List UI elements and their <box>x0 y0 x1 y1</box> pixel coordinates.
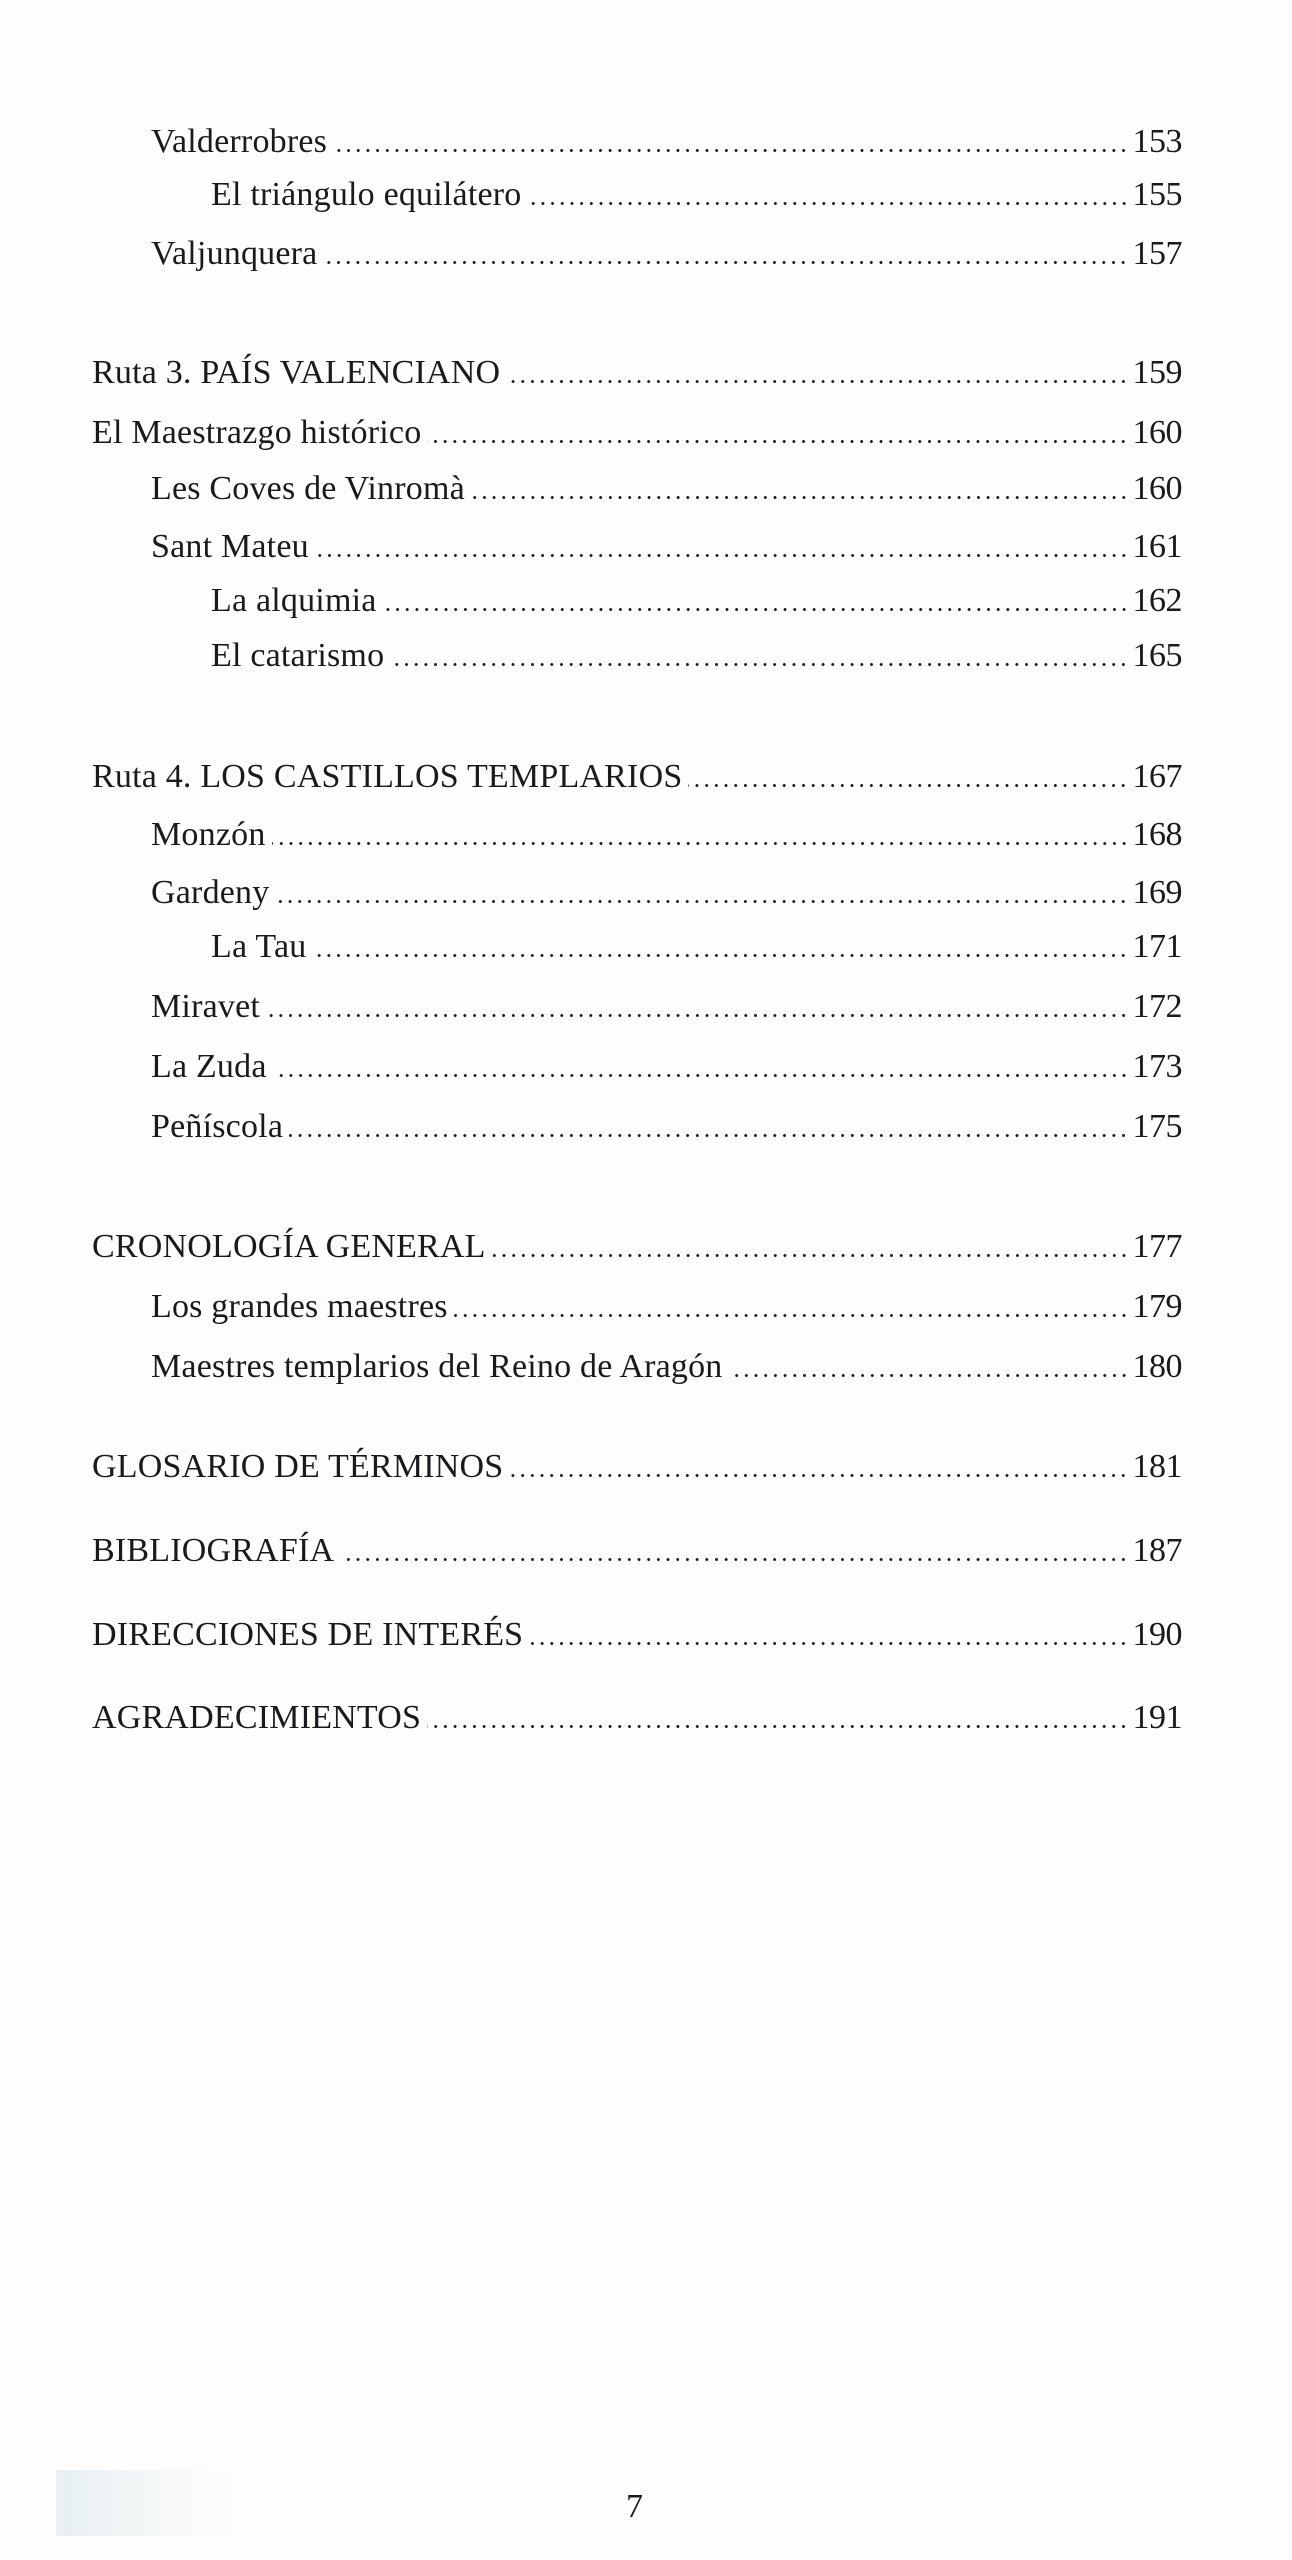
toc-entry-title: La Tau <box>211 928 307 965</box>
dot-leader <box>312 954 1128 957</box>
toc-entry-page: 160 <box>1132 470 1182 507</box>
toc-entry <box>211 168 1182 212</box>
toc-entry-page: 161 <box>1132 528 1182 565</box>
toc-entry-page: 173 <box>1132 1048 1182 1085</box>
toc-entry <box>211 629 1182 673</box>
dot-leader <box>528 202 1129 205</box>
dot-leader <box>383 608 1129 611</box>
toc-entry-page: 165 <box>1132 637 1182 674</box>
toc-entry-page: 155 <box>1132 176 1182 213</box>
toc-entry-title: El Maestrazgo histórico <box>92 414 422 451</box>
toc-entry-page: 169 <box>1132 874 1182 911</box>
toc-entry <box>151 462 1182 506</box>
toc-entry-title: BIBLIOGRAFÍA <box>92 1532 335 1569</box>
toc-entry <box>92 1440 1182 1484</box>
toc-entry-page: 171 <box>1132 928 1182 965</box>
toc-entry-page: 177 <box>1132 1228 1182 1265</box>
dot-leader <box>529 1642 1128 1645</box>
toc-entry <box>151 1280 1182 1324</box>
toc-entry-title: La alquimia <box>211 582 377 619</box>
dot-leader <box>688 784 1128 787</box>
dot-leader <box>272 842 1129 845</box>
toc-entry-title: Sant Mateu <box>151 528 309 565</box>
dot-leader <box>333 149 1128 152</box>
page-number: 7 <box>626 2488 643 2525</box>
toc-entry-title: DIRECCIONES DE INTERÉS <box>92 1616 524 1653</box>
dot-leader <box>492 1254 1129 1257</box>
toc-entry <box>151 1340 1182 1384</box>
toc-entry-title: Peñíscola <box>151 1108 284 1145</box>
toc-entry-page: 160 <box>1132 414 1182 451</box>
toc-entry-title: Valderrobres <box>151 123 328 160</box>
toc-entry-page: 190 <box>1132 1616 1182 1653</box>
toc-entry-title: AGRADECIMIENTOS <box>92 1699 422 1736</box>
dot-leader <box>454 1314 1129 1317</box>
dot-leader <box>340 1558 1128 1561</box>
toc-entry <box>151 520 1182 564</box>
toc-entry <box>92 1608 1182 1652</box>
dot-leader <box>390 663 1128 666</box>
toc-entry-title: Monzón <box>151 816 266 853</box>
toc-entry <box>151 980 1182 1024</box>
toc-entry-page: 159 <box>1132 354 1182 391</box>
toc-entry-page: 191 <box>1132 1699 1182 1736</box>
dot-leader <box>509 1474 1128 1477</box>
toc-entry-page: 187 <box>1132 1532 1182 1569</box>
toc-entry-title: Ruta 3. PAÍS VALENCIANO <box>92 354 501 391</box>
toc-entry-page: 175 <box>1132 1108 1182 1145</box>
toc-entry-page: 162 <box>1132 582 1182 619</box>
dot-leader <box>427 440 1128 443</box>
toc-entry <box>92 346 1182 390</box>
toc-entry-title: CRONOLOGÍA GENERAL <box>92 1228 486 1265</box>
dot-leader <box>275 900 1128 903</box>
dot-leader <box>315 554 1129 557</box>
toc-entry-page: 168 <box>1132 816 1182 853</box>
toc-entry <box>151 866 1182 910</box>
dot-leader <box>289 1134 1128 1137</box>
dot-leader <box>427 1725 1128 1728</box>
toc-entry-title: Les Coves de Vinromà <box>151 470 465 507</box>
dot-leader <box>506 380 1128 383</box>
toc-entry-page: 181 <box>1132 1448 1182 1485</box>
toc-entry <box>92 1220 1182 1264</box>
toc-entry-title: El catarismo <box>211 637 385 674</box>
toc-entry <box>211 574 1182 618</box>
toc-entry-title: El triángulo equilátero <box>211 176 522 213</box>
toc-entry <box>92 1524 1182 1568</box>
toc-entry <box>92 750 1182 794</box>
toc-entry-title: Ruta 4. LOS CASTILLOS TEMPLARIOS <box>92 758 683 795</box>
dot-leader <box>729 1374 1129 1377</box>
toc-entry-title: Maestres templarios del Reino de Aragón <box>151 1348 723 1385</box>
toc-entry <box>151 808 1182 852</box>
toc-entry <box>151 227 1182 271</box>
toc-entry-title: Los grandes maestres <box>151 1288 448 1325</box>
toc-entry <box>92 1691 1182 1735</box>
dot-leader <box>273 1074 1129 1077</box>
toc-entry-title: Gardeny <box>151 874 270 911</box>
toc-entry <box>151 1100 1182 1144</box>
dot-leader <box>266 1014 1128 1017</box>
toc-entry-page: 157 <box>1132 235 1182 272</box>
toc-entry-page: 179 <box>1132 1288 1182 1325</box>
toc-entry-title: Miravet <box>151 988 261 1025</box>
toc-entry-title: GLOSARIO DE TÉRMINOS <box>92 1448 504 1485</box>
toc-entry <box>151 115 1182 159</box>
toc-entry <box>211 920 1182 964</box>
toc-entry <box>92 406 1182 450</box>
toc-entry-page: 153 <box>1132 123 1182 160</box>
toc-entry <box>151 1040 1182 1084</box>
toc-entry-page: 172 <box>1132 988 1182 1025</box>
dot-leader <box>471 496 1129 499</box>
toc-entry-title: Valjunquera <box>151 235 318 272</box>
dot-leader <box>323 261 1128 264</box>
toc-entry-page: 167 <box>1132 758 1182 795</box>
scan-shadow <box>56 2470 236 2536</box>
toc-entry-page: 180 <box>1132 1348 1182 1385</box>
toc-entry-title: La Zuda <box>151 1048 267 1085</box>
